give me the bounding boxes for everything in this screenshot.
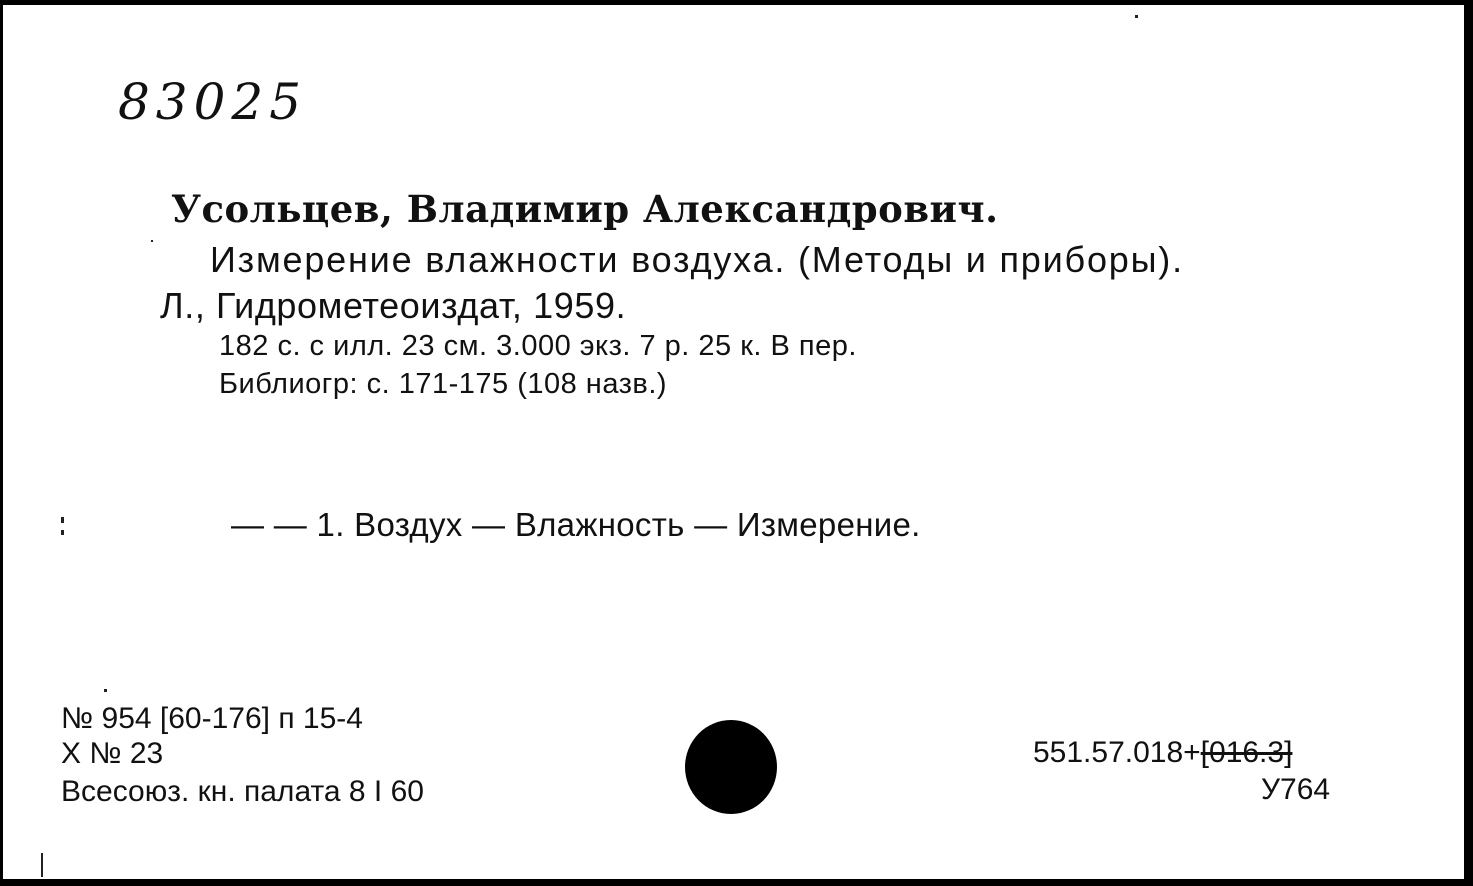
bibliography-note: Библиогр: с. 171-175 (108 назв.) [219,368,668,400]
physical-description: 182 с. с илл. 23 см. 3.000 экз. 7 р. 25 к. В пер. [219,330,857,362]
catalog-card [3,5,1464,879]
scan-speck [41,853,43,877]
author-heading: Усольцев, Владимир Александрович. [171,187,999,231]
scan-speck [61,530,64,535]
registration-x-number: Х № 23 [61,737,164,770]
subject-heading: — — 1. Воздух — Влажность — Измерение. [231,506,921,543]
title-line-2: Л., Гидрометеоиздат, 1959. [160,285,627,326]
handwritten-accession-number: 83025 [118,73,308,131]
scan-speck [1135,15,1138,18]
scan-speck [61,517,64,523]
udc-classification [1033,736,1292,770]
punch-hole [685,720,777,814]
publisher-stamp: Всесоюз. кн. палата 8 I 60 [61,775,424,808]
scan-speck [104,689,107,692]
scan-speck [151,240,153,242]
udc-code: 551.57.018+ [1033,736,1201,769]
shelf-mark: У764 [1261,773,1331,806]
registration-number: № 954 [60-176] п 15-4 [61,702,363,735]
title-line-1: Измерение влажности воздуха. (Методы и приборы). [210,239,1184,280]
udc-struck-code: [016.3] [1200,736,1293,769]
